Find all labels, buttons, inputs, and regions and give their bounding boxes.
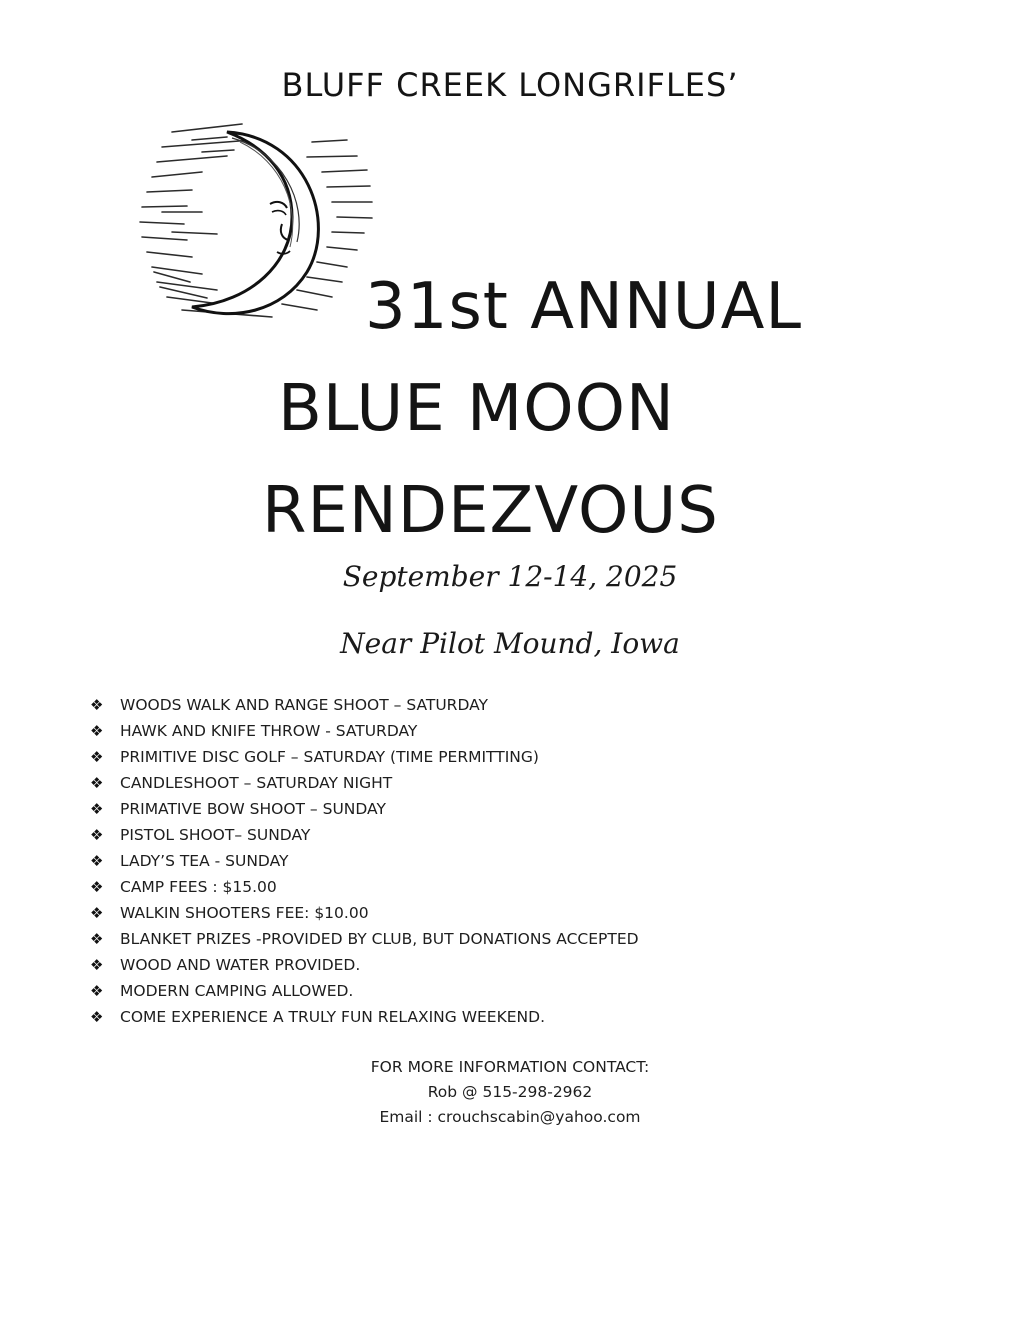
activity-text: WOOD AND WATER PROVIDED. [120,956,361,974]
title-line-3: RENDEZVOUS [262,474,719,548]
diamond-bullet-icon: ❖ [90,748,104,766]
list-item [90,900,639,926]
diamond-bullet-icon: ❖ [90,800,104,818]
contact-heading: FOR MORE INFORMATION CONTACT: [370,1058,650,1076]
list-item [90,952,639,978]
list-item [90,796,639,822]
contact-email: Email : crouchscabin@yahoo.com [379,1108,641,1126]
list-item [90,718,639,744]
activity-text: CAMP FEES : $15.00 [120,878,277,896]
list-item [90,848,639,874]
activity-text: HAWK AND KNIFE THROW - SATURDAY [120,722,418,740]
list-item [90,978,639,1004]
list-item [90,874,639,900]
diamond-bullet-icon: ❖ [90,878,104,896]
list-item [90,744,639,770]
diamond-bullet-icon: ❖ [90,1008,104,1026]
contact-phone: Rob @ 515-298-2962 [427,1083,593,1101]
activity-text: WALKIN SHOOTERS FEE: $10.00 [120,904,369,922]
activities-list [90,692,639,1030]
activity-text: LADY’S TEA - SUNDAY [120,852,289,870]
list-item [90,770,639,796]
activity-text: PRIMITIVE DISC GOLF – SATURDAY (TIME PERMITTING) [120,748,539,766]
crescent-moon-face-icon [132,112,382,332]
activity-text: CANDLESHOOT – SATURDAY NIGHT [120,774,393,792]
list-item [90,822,639,848]
diamond-bullet-icon: ❖ [90,904,104,922]
diamond-bullet-icon: ❖ [90,696,104,714]
activity-text: PRIMATIVE BOW SHOOT – SUNDAY [120,800,386,818]
contact-block [0,1055,1020,1130]
activity-text: PISTOL SHOOT– SUNDAY [120,826,311,844]
diamond-bullet-icon: ❖ [90,956,104,974]
diamond-bullet-icon: ❖ [90,826,104,844]
diamond-bullet-icon: ❖ [90,852,104,870]
list-item [90,926,639,952]
diamond-bullet-icon: ❖ [90,930,104,948]
diamond-bullet-icon: ❖ [90,982,104,1000]
activity-text: WOODS WALK AND RANGE SHOOT – SATURDAY [120,696,488,714]
event-dates: September 12-14, 2025 [342,560,678,593]
title-line-2: BLUE MOON [278,372,675,446]
event-location: Near Pilot Mound, Iowa [340,627,680,660]
diamond-bullet-icon: ❖ [90,722,104,740]
list-item [90,1004,639,1030]
list-item [90,692,639,718]
activity-text: MODERN CAMPING ALLOWED. [120,982,354,1000]
diamond-bullet-icon: ❖ [90,774,104,792]
club-name: BLUFF CREEK LONGRIFLES’ [281,66,739,104]
activity-text: COME EXPERIENCE A TRULY FUN RELAXING WEEKEND. [120,1008,546,1026]
title-line-1: 31st ANNUAL [365,270,803,344]
activity-text: BLANKET PRIZES -PROVIDED BY CLUB, BUT DONATIONS ACCEPTED [120,930,639,948]
